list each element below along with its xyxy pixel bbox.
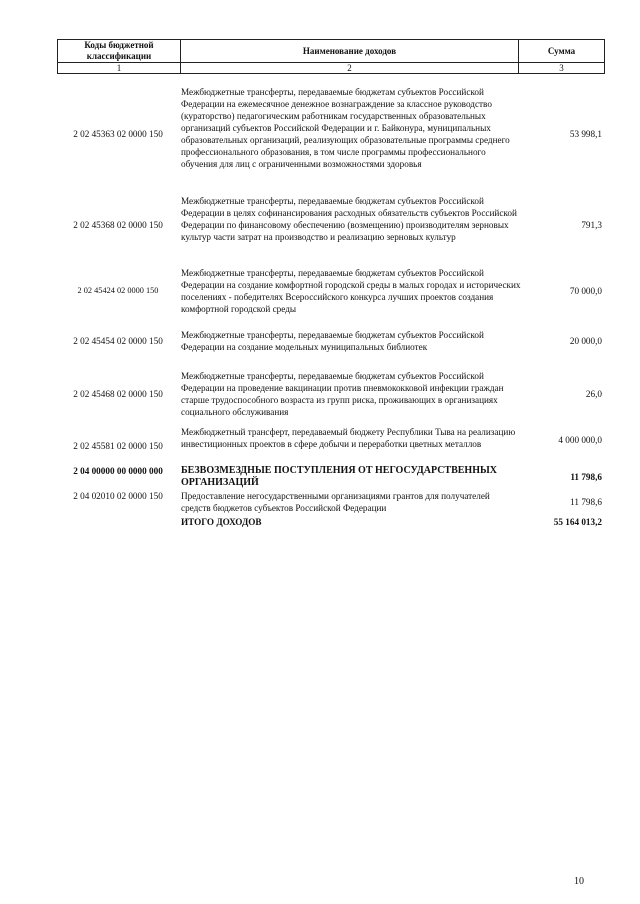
header-num-1: 1 <box>58 63 181 74</box>
total-amount: 55 164 013,2 <box>553 517 602 527</box>
row-description: Межбюджетные трансферты, передаваемые бюджетам субъектов Российской Федерации на ежемесячное денежное вознаграждение за классное руководство (кураторство) педагогическим работникам государственных образовательных организаций субъектов Российской Федерации и г. Байконура, муниципальных образовательных организаций, реализующих образовательные программы среднего профессионального образования, в том числе программы профессионального обучения для лиц с ограниченными возможностями здоровья <box>181 87 510 169</box>
row-amount: 53 998,1 <box>569 129 602 139</box>
header-sum: Сумма <box>519 40 605 63</box>
row-amount: 11 798,6 <box>570 497 602 507</box>
page-number: 10 <box>574 876 584 887</box>
header-codes: Коды бюджетной классификации <box>58 40 181 63</box>
row-amount: 20 000,0 <box>569 336 602 346</box>
row-amount: 26,0 <box>585 389 602 399</box>
row-amount: 791,3 <box>581 220 602 230</box>
row-description: Межбюджетный трансферт, передаваемый бюджету Республики Тыва на реализацию инвестиционных проектов в сфере добычи и переработки цветных металлов <box>181 427 516 449</box>
total-label: ИТОГО ДОХОДОВ <box>181 517 262 527</box>
row-description: БЕЗВОЗМЕЗДНЫЕ ПОСТУПЛЕНИЯ ОТ НЕГОСУДАРСТВЕННЫХ ОРГАНИЗАЦИЙ <box>181 465 498 488</box>
row-code: 2 02 45468 02 0000 150 <box>73 389 163 399</box>
row-description: Межбюджетные трансферты, передаваемые бюджетам субъектов Российской Федерации на создание комфортной городской среды в малых городах и исторических поселениях - победителях Всероссийского конкурса лучших проектов создания комфортной городской среды <box>181 268 521 314</box>
row-description: Межбюджетные трансферты, передаваемые бюджетам субъектов Российской Федерации на проведение вакцинации против пневмококковой инфекции граждан старше трудоспособного возраста из групп риска, проживающих в организациях социального обслуживания <box>181 371 504 417</box>
row-description: Межбюджетные трансферты, передаваемые бюджетам субъектов Российской Федерации на создание модельных муниципальных библиотек <box>181 330 484 352</box>
row-code: 2 02 45424 02 0000 150 <box>77 286 159 295</box>
row-code: 2 02 45363 02 0000 150 <box>73 129 163 139</box>
header-name: Наименование доходов <box>181 40 519 63</box>
table-header <box>57 39 605 74</box>
row-code: 2 02 45368 02 0000 150 <box>73 220 163 230</box>
header-num-2: 2 <box>181 63 519 74</box>
row-code: 2 02 45454 02 0000 150 <box>73 336 163 346</box>
header-num-3: 3 <box>519 63 605 74</box>
row-description: Предоставление негосударственными организациями грантов для получателей средств бюджетов субъектов Российской Федерации <box>181 491 490 513</box>
row-code: 2 04 00000 00 0000 000 <box>73 466 163 476</box>
row-code: 2 04 02010 02 0000 150 <box>73 491 163 501</box>
row-amount: 70 000,0 <box>569 286 602 296</box>
row-amount: 11 798,6 <box>570 472 602 482</box>
row-description: Межбюджетные трансферты, передаваемые бюджетам субъектов Российской Федерации в целях софинансирования расходных обязательств субъектов Российской Федерации по финансовому обеспечению (возмещению) производителям зерновых культур части затрат на производство и реализацию зерновых культур <box>181 196 517 242</box>
row-code: 2 02 45581 02 0000 150 <box>73 441 163 451</box>
row-amount: 4 000 000,0 <box>558 435 602 445</box>
